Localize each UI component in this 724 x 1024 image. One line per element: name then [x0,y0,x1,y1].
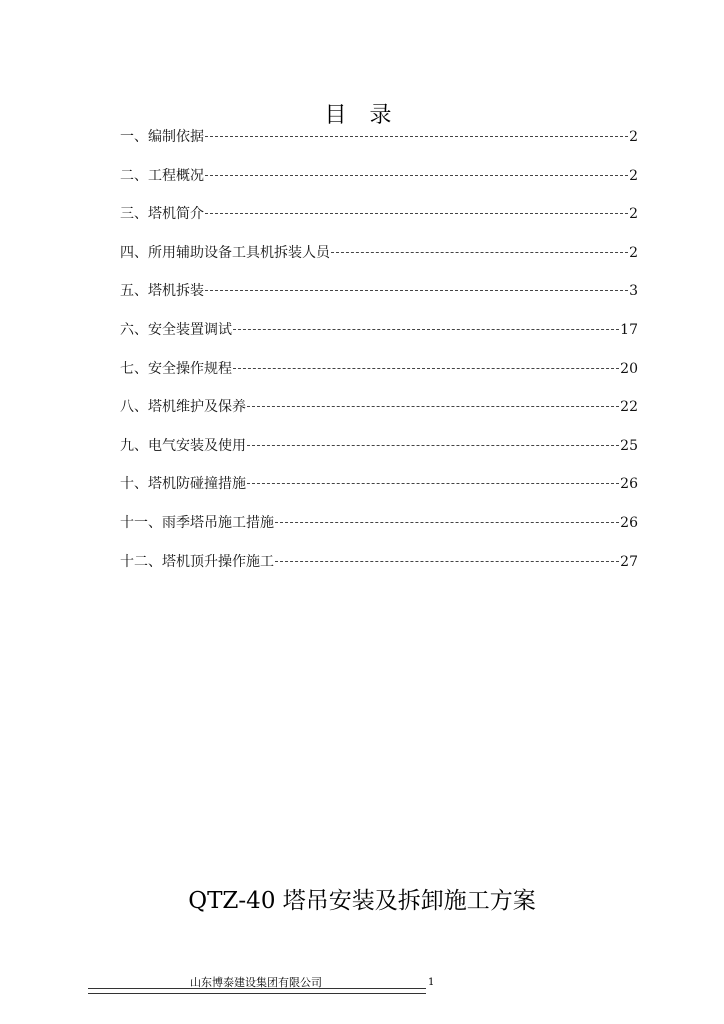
footer-page-number: 1 [428,977,435,988]
toc-leader-line [205,175,628,176]
toc-entry-page: 2 [629,244,638,261]
toc-entry[interactable] [120,435,638,474]
toc-entry-page: 26 [620,514,638,531]
toc-leader-line [233,329,619,330]
toc-leader-line [331,252,628,253]
toc-leader-line [275,561,619,562]
toc-entry-label: 十二、塔机顶升操作施工 [120,553,274,570]
toc-entry-label: 四、所用辅助设备工具机拆装人员 [120,244,330,261]
toc-entry-page: 20 [620,360,638,377]
toc-entry-label: 三、塔机简介 [120,206,204,223]
toc-entry-page: 27 [620,553,638,570]
toc-entry-label: 八、塔机维护及保养 [120,399,246,416]
toc-entry-page: 3 [629,283,638,300]
toc-leader-line [233,368,619,369]
toc-entry-page: 2 [629,206,638,223]
toc-leader-line [205,136,628,137]
document-title: QTZ-40 塔吊安装及拆卸施工方案 [188,888,536,914]
toc-entry-label: 十、塔机防碰撞措施 [120,476,246,493]
toc-entry[interactable] [120,165,638,204]
toc-entry[interactable] [120,512,638,551]
toc-entry[interactable] [120,551,638,590]
toc-entry-label: 十一、雨季塔吊施工措施 [120,514,274,531]
toc-entry-page: 2 [629,167,638,184]
toc-entry[interactable] [120,396,638,435]
toc-entry[interactable] [120,242,638,281]
toc-leader-line [247,483,619,484]
toc-leader-line [205,290,628,291]
toc-entry[interactable] [120,319,638,358]
toc-entry-label: 七、安全操作规程 [120,360,232,377]
toc-entry-label: 六、安全装置调试 [120,321,232,338]
toc-entry-page: 2 [629,129,638,145]
toc-entry[interactable] [120,473,638,512]
toc-entry[interactable] [120,358,638,397]
toc-leader-line [247,406,619,407]
toc-leader-line [275,522,619,523]
footer-company-name: 山东博泰建设集团有限公司 [190,976,322,989]
toc-entry[interactable] [120,280,638,319]
toc-entry-label: 五、塔机拆装 [120,283,204,300]
toc-leader-line [205,213,628,214]
toc-title: 目 录 [324,103,400,128]
toc-entry-label: 九、电气安装及使用 [120,437,246,454]
table-of-contents [120,126,638,589]
toc-entry-page: 22 [620,399,638,416]
toc-entry[interactable] [120,203,638,242]
toc-entry-page: 26 [620,476,638,493]
toc-entry-label: 二、工程概况 [120,167,204,184]
toc-entry-label: 一、编制依据 [120,129,204,145]
toc-entry-page: 17 [620,321,638,338]
toc-entry[interactable] [120,126,638,165]
toc-entry-page: 25 [620,437,638,454]
toc-leader-line [247,445,619,446]
